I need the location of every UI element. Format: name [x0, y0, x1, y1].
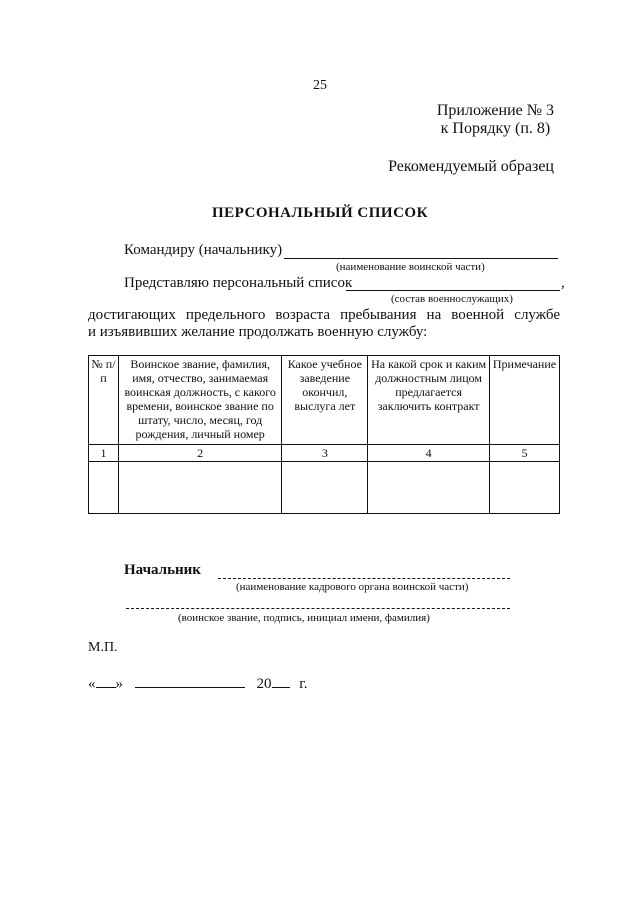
signature-caption-1: (наименование кадрового органа воинской части) [236, 581, 469, 593]
day-fill-line [96, 675, 116, 688]
year-suffix: г. [299, 676, 308, 692]
addressee-caption: (наименование воинской части) [336, 261, 485, 273]
table-cell [489, 462, 559, 514]
signature-caption-2: (воинское звание, подпись, инициал имени, фамилия) [178, 612, 430, 624]
page-number: 25 [313, 78, 327, 93]
header-number: № п/п [89, 356, 119, 445]
table-empty-row [89, 462, 560, 514]
table-cell [89, 462, 119, 514]
signature-fill-line-1 [218, 578, 510, 579]
submission-caption: (состав военнослужащих) [391, 293, 513, 305]
header-note: Примечание [489, 356, 559, 445]
signature-title: Начальник [124, 562, 201, 578]
date-close-quote: » [115, 676, 123, 692]
header-education: Какое учебное заведение окончил, выслуга лет [282, 356, 368, 445]
year-fill-line [272, 675, 290, 688]
header-rank-name: Воинское звание, фамилия, имя, отчество, занимаемая воинская должность, с какого времени, воинское звание по штату, число, месяц, год рождения, личный номер [118, 356, 281, 445]
table-cell [368, 462, 490, 514]
submission-comma: , [561, 275, 565, 291]
appendix-block [437, 102, 554, 138]
month-fill-line [135, 675, 245, 688]
col-number-1: 1 [89, 445, 119, 462]
stamp-label: М.П. [88, 640, 118, 655]
personnel-table [88, 355, 560, 514]
submission-text-line-1: достигающих предельного возраста пребывания на военной службе [88, 307, 560, 323]
table-numbering-row [89, 445, 560, 462]
col-number-5: 5 [489, 445, 559, 462]
table-header-row [89, 356, 560, 445]
addressee-label: Командиру (начальнику) [124, 242, 283, 258]
col-number-3: 3 [282, 445, 368, 462]
submission-label: Представляю персональный список [124, 275, 353, 291]
signature-fill-line-2 [126, 608, 510, 609]
date-open-quote: « [88, 676, 96, 692]
addressee-fill-line [284, 258, 558, 259]
table-cell [118, 462, 281, 514]
sample-label: Рекомендуемый образец [388, 158, 554, 175]
header-contract: На какой срок и каким должностным лицом предлагается заключить контракт [368, 356, 490, 445]
submission-fill-line [346, 290, 560, 291]
submission-text-line-2: и изъявивших желание продолжать военную службу: [88, 324, 428, 340]
year-prefix: 20 [256, 676, 272, 692]
appendix-line-1: Приложение № 3 [436, 102, 554, 119]
document-title: ПЕРСОНАЛЬНЫЙ СПИСОК [212, 205, 428, 221]
col-number-2: 2 [118, 445, 281, 462]
appendix-line-2: к Порядку (п. 8) [440, 120, 551, 137]
table-cell [282, 462, 368, 514]
col-number-4: 4 [368, 445, 490, 462]
date-line [88, 675, 307, 693]
